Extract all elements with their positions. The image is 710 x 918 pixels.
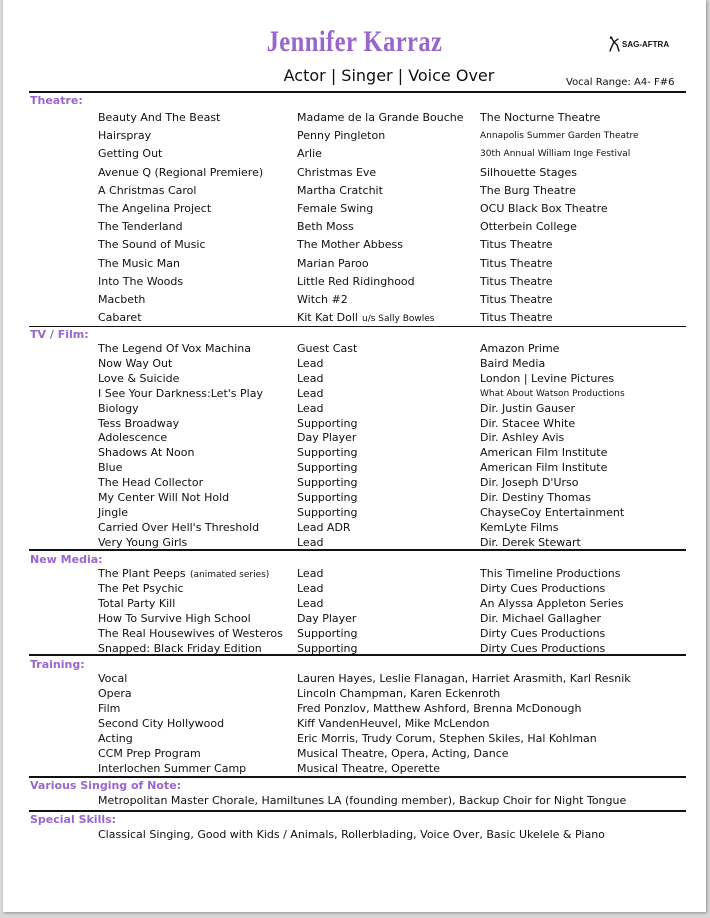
section-title-singing: Various Singing of Note: [30,779,182,792]
union-logo [608,36,669,52]
training-row [3,672,706,687]
credit-row [3,567,706,582]
credit-row [3,184,706,199]
actor-name: Jennifer Karraz [266,25,443,58]
credit-role: Supporting [297,491,358,504]
credit-role: Kit Kat Doll [297,311,358,325]
credit-row [3,166,706,181]
skills-text: Classical Singing, Good with Kids / Animals, Rollerblading, Voice Over, Basic Ukelele & Piano [98,828,605,841]
credit-row [3,506,706,521]
credit-role: Christmas Eve [297,165,377,179]
credit-row [3,417,706,432]
credit-venue: KemLyte Films [480,520,559,534]
credit-role: The Mother Abbess [297,238,403,252]
credit-title: Very Young Girls [98,535,188,549]
credit-role: Guest Cast [297,342,358,355]
credit-role-note: u/s Sally Bowles [362,314,435,325]
credit-title: Now Way Out [98,356,173,370]
credit-role: Supporting [297,641,358,655]
credit-title: Carried Over Hell's Threshold [98,520,260,534]
credit-title-note: (animated series) [190,570,270,580]
credit-venue: Titus Theatre [480,311,553,325]
section-title-tv-film: TV / Film: [30,328,89,341]
credit-title: Shadows At Noon [98,446,195,460]
training-row [3,717,706,732]
credit-row [3,597,706,612]
credit-venue: The Nocturne Theatre [480,111,601,124]
credit-title: Blue [98,461,123,475]
training-row [3,732,706,747]
credit-row [3,202,706,217]
credit-role: Day Player [297,611,357,625]
credit-title: The Legend Of Vox Machina [98,342,251,355]
credit-row [3,612,706,627]
credit-title: Jingle [98,505,129,519]
training-detail: Fred Ponzlov, Matthew Ashford, Brenna McDonough [297,702,582,715]
credit-role: Lead [297,581,324,595]
credit-title: How To Survive High School [98,611,251,625]
credit-title: The Head Collector [98,476,204,490]
credit-venue: The Burg Theatre [480,183,576,197]
training-detail: Lincoln Champman, Karen Eckenroth [297,687,501,700]
credit-row [3,402,706,417]
credit-title: The Real Housewives of Westeros [98,626,283,640]
divider-new-media [29,654,686,656]
credit-role: Penny Pingleton [297,129,386,143]
credit-venue: Titus Theatre [480,274,553,288]
credit-role: Lead [297,535,324,549]
credit-title: Adolescence [98,431,168,445]
credit-role: Supporting [297,446,358,460]
credit-title: The Plant Peeps [98,567,186,580]
credit-title: The Pet Psychic [98,581,184,595]
section-title-new-media: New Media: [30,553,103,566]
credit-venue: Otterbein College [480,220,577,234]
credit-row [3,275,706,290]
credit-title: The Angelina Project [98,202,212,215]
credit-venue: Annapolis Summer Garden Theatre [480,131,639,142]
credit-row [3,257,706,272]
credit-venue: London | Levine Pictures [480,371,615,385]
credit-venue: Baird Media [480,356,546,370]
credit-venue: Amazon Prime [480,342,560,355]
credit-venue: Dirty Cues Productions [480,641,606,655]
credit-role: Lead [297,356,324,370]
singing-text: Metropolitan Master Chorale, Hamiltunes LA (founding member), Backup Choir for Night Tongue [98,794,627,807]
credit-role: Lead [297,386,324,400]
training-detail: Musical Theatre, Operette [297,762,440,775]
credit-venue: Dir. Joseph D'Urso [480,476,579,490]
section-title-theatre: Theatre: [30,94,83,107]
credit-title: Getting Out [98,147,163,161]
credit-role: Witch #2 [297,293,348,306]
training-detail: Eric Morris, Trudy Corum, Stephen Skiles, Hal Kohlman [297,732,597,745]
credit-venue: ChayseCoy Entertainment [480,505,625,519]
credit-role: Madame de la Grande Bouche [297,111,464,124]
credit-title: A Christmas Carol [98,183,197,197]
credit-title: The Tenderland [98,220,183,234]
credit-role: Supporting [297,476,358,490]
training-area: Opera [98,687,132,700]
credit-venue: Dir. Destiny Thomas [480,491,591,504]
divider-theatre [29,326,686,327]
credit-role: Arlie [297,147,322,161]
sag-aftra-icon [608,36,620,52]
credit-venue: Titus Theatre [480,238,553,252]
credit-role: Marian Paroo [297,256,369,270]
divider-singing [29,810,686,812]
credit-title: I See Your Darkness:Let's Play [98,386,263,400]
credit-venue: 30th Annual William Inge Festival [480,149,631,160]
credit-role: Lead [297,567,324,580]
union-label: SAG-AFTRA [622,39,670,49]
credit-title: Love & Suicide [98,371,180,385]
credit-venue: Dir. Ashley Avis [480,431,565,445]
credit-role: Lead [297,401,324,415]
credit-row [3,357,706,372]
training-area: Vocal [98,672,128,685]
credit-row [3,627,706,642]
credit-title: Snapped: Black Friday Edition [98,641,262,655]
credit-row [3,582,706,597]
credit-venue: Dir. Justin Gauser [480,401,576,415]
credit-title: The Music Man [98,256,180,270]
credit-role: Lead [297,371,324,385]
credit-venue: American Film Institute [480,446,608,460]
credit-role: Lead [297,596,324,610]
training-area: Acting [98,732,133,745]
header-divider [29,91,686,93]
credit-role: Supporting [297,626,358,640]
credit-venue: Dirty Cues Productions [480,581,606,595]
credit-title: The Sound of Music [98,238,206,252]
credit-venue: An Alyssa Appleton Series [480,596,624,610]
credit-venue: American Film Institute [480,461,608,475]
training-detail: Kiff VandenHeuvel, Mike McLendon [297,717,490,730]
credit-title: Macbeth [98,293,146,306]
divider-tv-film [29,549,686,551]
credit-row [3,111,706,126]
credit-row [3,129,706,144]
credit-role: Little Red Ridinghood [297,274,415,288]
credit-venue: Dirty Cues Productions [480,626,606,640]
credit-venue: OCU Black Box Theatre [480,202,608,215]
credit-row [3,220,706,235]
training-row [3,687,706,702]
divider-training [29,776,686,778]
credit-venue: Titus Theatre [480,293,553,306]
credit-role: Supporting [297,505,358,519]
credit-role: Supporting [297,461,358,475]
credit-row [3,293,706,308]
credit-row [3,311,706,326]
credit-venue: Dir. Michael Gallagher [480,611,602,625]
credit-title: Avenue Q (Regional Premiere) [98,165,264,179]
training-area: CCM Prep Program [98,747,201,760]
credit-role: Martha Cratchit [297,183,383,197]
credit-title: Biology [98,401,139,415]
credit-role: Beth Moss [297,220,354,234]
training-area: Film [98,702,121,715]
credit-row [3,461,706,476]
credit-venue: This Timeline Productions [480,567,621,580]
section-title-training: Training: [30,658,85,671]
resume-page [3,0,706,912]
credit-row [3,476,706,491]
tagline: Actor | Singer | Voice Over [283,66,495,85]
vocal-range: Vocal Range: A4- F#6 [566,77,675,88]
credit-venue: Titus Theatre [480,256,553,270]
credit-title: Cabaret [98,311,142,325]
credit-row [3,147,706,162]
credit-venue: Dir. Stacee White [480,416,576,430]
credit-role: Female Swing [297,202,374,215]
credit-title: My Center Will Not Hold [98,491,230,504]
credit-row [3,521,706,536]
credit-role: Supporting [297,416,358,430]
credit-venue: Silhouette Stages [480,165,577,179]
credit-title: Into The Woods [98,274,184,288]
training-row [3,702,706,717]
credit-row [3,372,706,387]
credit-role: Day Player [297,431,357,445]
training-area: Second City Hollywood [98,717,225,730]
training-area: Interlochen Summer Camp [98,762,247,775]
training-detail: Lauren Hayes, Leslie Flanagan, Harriet Arasmith, Karl Resnik [297,672,631,685]
training-detail: Musical Theatre, Opera, Acting, Dance [297,747,509,760]
credit-venue: What About Watson Productions [480,388,625,399]
credit-row [3,387,706,402]
training-row [3,747,706,762]
credit-row [3,342,706,357]
section-title-skills: Special Skills: [30,813,117,826]
credit-title: Beauty And The Beast [98,111,221,124]
credit-title: Total Party Kill [98,596,176,610]
credit-role: Lead ADR [297,520,351,534]
credit-row [3,431,706,446]
training-row [3,762,706,777]
credit-venue: Dir. Derek Stewart [480,535,581,549]
credit-row [3,491,706,506]
credit-title: Hairspray [98,129,152,143]
credit-title: Tess Broadway [98,416,180,430]
credit-row [3,446,706,461]
credit-row [3,238,706,253]
